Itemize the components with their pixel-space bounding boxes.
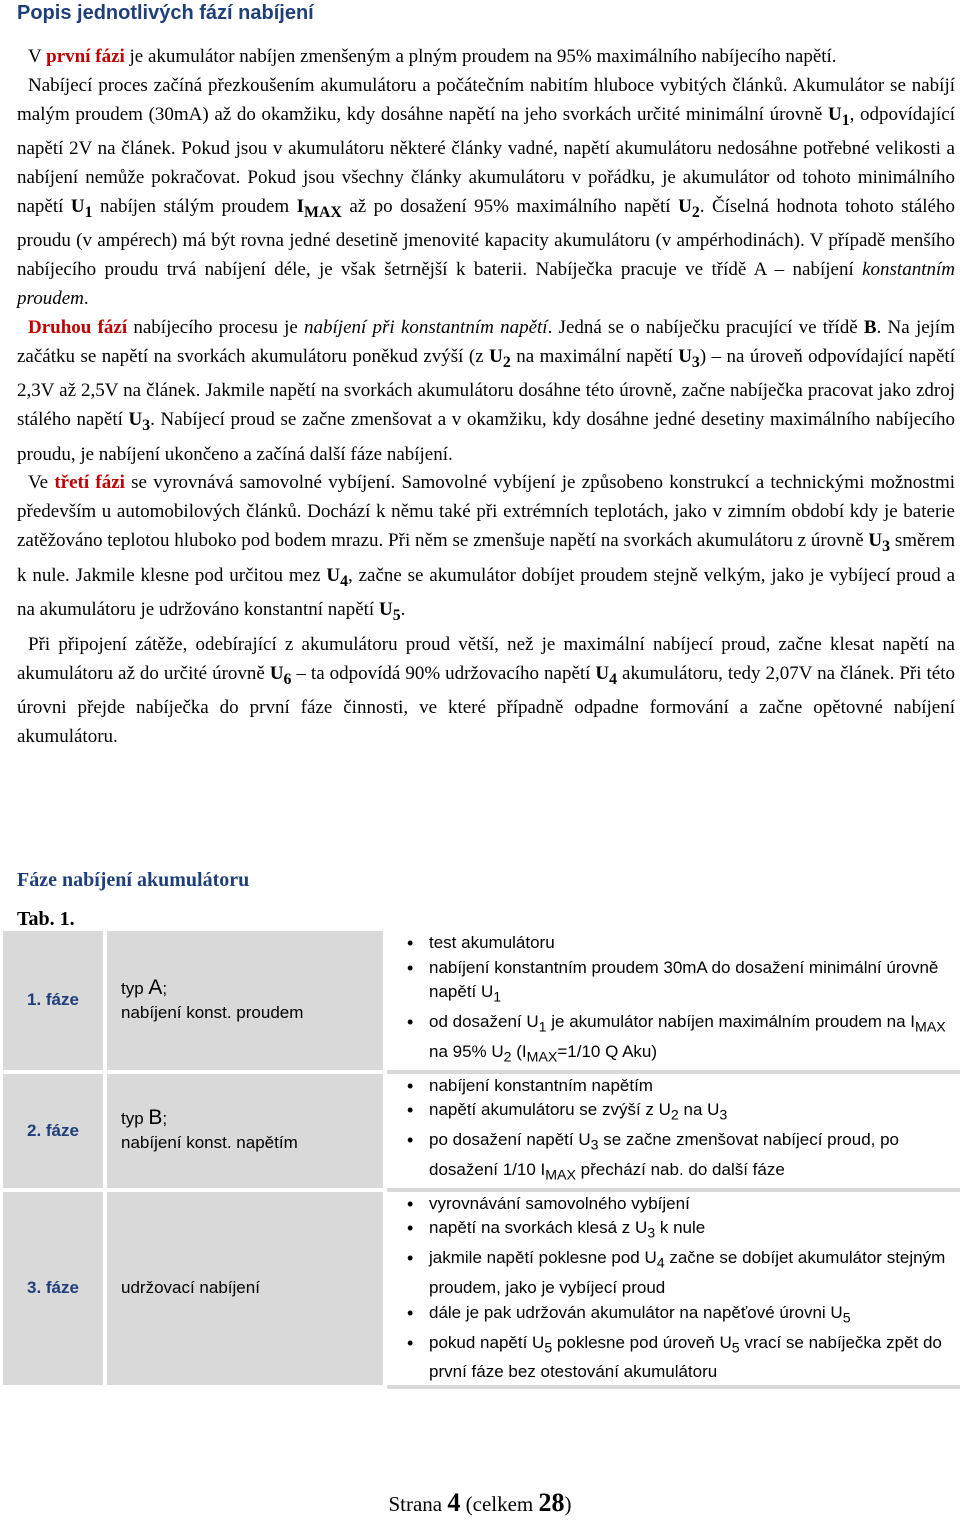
text: na 95% U bbox=[429, 1041, 504, 1061]
type-cell bbox=[107, 1074, 387, 1192]
symbol bbox=[378, 599, 401, 624]
text: . Číselná hodnota tohoto stálého proudu (v ampérech) má být rovna jedné desetině jmenovité kapacity akumulátoru (v ampérhodinách). V případě menšího nabíjecího proudu trvá nabíjení déle, je však šetrnější k baterii. Nabíječka pracuje ve třídě A – nabíjení bbox=[17, 195, 955, 281]
symbol bbox=[868, 529, 891, 555]
text: vrací se nabíječka zpět do první fáze bez otestování akumulátoru bbox=[429, 1332, 942, 1382]
text: od dosažení U bbox=[429, 1011, 539, 1031]
text: až po dosažení 95% maximálního napětí bbox=[341, 195, 679, 217]
text: poklesne pod úroveň U bbox=[552, 1332, 732, 1352]
type-class: A bbox=[148, 975, 163, 999]
subscript: 5 bbox=[544, 1339, 553, 1356]
subscript: 5 bbox=[392, 606, 401, 624]
symbol bbox=[128, 408, 151, 434]
symbol-letter: U bbox=[70, 195, 85, 217]
italic-text: nabíjení při konstantním napětí bbox=[304, 316, 548, 338]
subscript: 4 bbox=[656, 1255, 665, 1272]
text: k nule bbox=[655, 1218, 706, 1238]
highlight-first-phase: první fázi bbox=[46, 46, 125, 67]
list-item: • nabíjení konstantním napětím bbox=[409, 1074, 960, 1099]
paragraph-3 bbox=[17, 314, 955, 470]
list-item: • vyrovnávání samovolného vybíjení bbox=[409, 1192, 960, 1217]
subscript: 3 bbox=[647, 1225, 656, 1242]
symbol bbox=[489, 345, 511, 371]
subscript: 5 bbox=[842, 1310, 851, 1327]
paragraph-2 bbox=[17, 72, 955, 314]
highlight-third-phase: třetí fázi bbox=[54, 472, 125, 494]
text: jakmile napětí poklesne pod U bbox=[429, 1248, 657, 1268]
subscript: 2 bbox=[502, 353, 511, 371]
text: po dosažení napětí U bbox=[429, 1130, 591, 1150]
type-text: nabíjení konst. napětím bbox=[121, 1133, 298, 1153]
text: je akumulátor nabíjen maximálním proudem na I bbox=[546, 1011, 916, 1031]
type-cell: udržovací nabíjení bbox=[107, 1192, 387, 1389]
type-class: B bbox=[148, 1106, 163, 1130]
text: , začne se akumulátor dobíjet proudem stejně velkým, jako je vybíjecí proud a na akumulátoru je udržováno konstantní napětí bbox=[17, 564, 956, 621]
symbol-letter: U bbox=[378, 599, 393, 621]
list-item bbox=[409, 1331, 960, 1385]
symbol bbox=[269, 662, 292, 688]
type-cell bbox=[107, 931, 387, 1074]
italic-text: konstantním proudem bbox=[17, 259, 955, 309]
description-cell bbox=[387, 1192, 960, 1389]
type-text: ; bbox=[162, 1109, 168, 1129]
footer-text: Strana bbox=[388, 1492, 448, 1516]
symbol-letter: I bbox=[296, 195, 305, 217]
table-row bbox=[3, 1074, 960, 1192]
symbol-letter: U bbox=[326, 564, 341, 586]
symbol-letter: U bbox=[489, 345, 503, 367]
symbol-letter: U bbox=[868, 529, 883, 551]
subscript: 5 bbox=[731, 1339, 740, 1356]
subscript: 2 bbox=[503, 1049, 512, 1066]
text: směrem k nule. Jakmile klesne pod určitou mez bbox=[17, 529, 955, 586]
subscript: 2 bbox=[691, 203, 700, 221]
symbol bbox=[827, 103, 850, 129]
symbol bbox=[595, 662, 618, 688]
list-item bbox=[409, 1246, 960, 1300]
text: akumulátoru, tedy 2,07V na článek. Při této úrovni přejde nabíječka do první fáze činnosti, ve které případně odpadne formování a začne opětovné nabíjení akumulátoru. bbox=[17, 662, 955, 747]
paragraph-5 bbox=[17, 631, 955, 752]
section-heading: Popis jednotlivých fází nabíjení bbox=[17, 2, 314, 24]
text: dále je pak udržován akumulátor na napěťové úrovni U bbox=[429, 1302, 843, 1322]
table-row bbox=[3, 931, 960, 1074]
symbol bbox=[678, 195, 700, 221]
page-number: 4 bbox=[447, 1488, 461, 1517]
list-item bbox=[409, 1301, 960, 1331]
text: se vyrovnává samovolné vybíjení. Samovolné vybíjení je způsobeno konstrukcí a technickými možnostmi především u automobilových článků. Dochází k němu také při extrémních teplotách, jako v zimním období kdy je baterie zatěžováno teplotou hluboko pod bodem mrazu. Při něm se zmenšuje napětí na svorkách akumulátoru z úrovně bbox=[17, 472, 955, 551]
text: (I bbox=[511, 1041, 527, 1061]
subscript: 3 bbox=[719, 1107, 728, 1124]
text: ) – na úroveň odpovídající napětí 2,3V až 2,5V na článek. Jakmile napětí na svorkách akumulátoru dosáhne této úrovně, začne nabíječka pracovat jako zdroj stálého napětí bbox=[17, 345, 955, 430]
text: pokud napětí U bbox=[429, 1332, 545, 1352]
text: =1/10 Q Aku) bbox=[557, 1041, 658, 1061]
list-item bbox=[409, 956, 960, 1010]
subscript: MAX bbox=[545, 1167, 576, 1184]
paragraph-4 bbox=[17, 469, 955, 630]
phase-cell: 2. fáze bbox=[3, 1074, 107, 1192]
symbol-letter: U bbox=[678, 195, 692, 217]
type-text: typ bbox=[121, 978, 149, 998]
text: . Nabíjecí proud se začne zmenšovat a v okamžiku, kdy dosáhne jedné desetiny maximálního nabíjecího proudu, je nabíjení ukončeno a začíná další fáze nabíjení. bbox=[17, 408, 955, 465]
text: . Jedná se o nabíječku pracující ve třídě bbox=[547, 316, 864, 338]
subscript: MAX bbox=[304, 203, 342, 221]
symbol bbox=[326, 564, 348, 590]
list-item: • test akumulátoru bbox=[409, 931, 960, 956]
page-footer bbox=[0, 1489, 960, 1518]
text: Nabíjecí proces začíná přezkoušením akumulátoru a počátečním nabitím hluboce vybitých článků. Akumulátor se nabíjí malým proudem (30mA) až do okamžiku, kdy dosáhne napětí na jeho svorkách určité minimální úrovně bbox=[17, 74, 955, 125]
text: Při připojení zátěže, odebírající z akumulátoru proud větší, než je maximální nabíjecí proud, začne klesat napětí na akumulátoru až do určité úrovně bbox=[17, 633, 955, 684]
subscript: 3 bbox=[691, 353, 700, 371]
text: napětí akumulátoru se zvýší z U bbox=[429, 1100, 671, 1120]
type-text: typ bbox=[121, 1109, 149, 1129]
description-list bbox=[409, 931, 960, 1070]
phases-table bbox=[3, 931, 960, 1389]
subscript: 6 bbox=[283, 670, 292, 688]
subscript: 2 bbox=[670, 1107, 679, 1124]
text: na U bbox=[678, 1100, 720, 1120]
subscript: 3 bbox=[590, 1137, 599, 1154]
subscript: 3 bbox=[882, 537, 891, 555]
phase-cell: 3. fáze bbox=[3, 1192, 107, 1389]
list-item bbox=[409, 1128, 960, 1188]
text: , odpovídající napětí 2V na článek. Pokud jsou v akumulátoru některé články vadné, napětí akumulátoru nedosáhne potřebné velikosti a nabíjení nemůže pokračovat. Pokud jsou všechny články akumulátoru v pořádku, je akumulátor od tohoto minimálního napětí bbox=[17, 103, 956, 217]
list-item bbox=[409, 1098, 960, 1128]
description-list bbox=[409, 1192, 960, 1385]
text: na maximální napětí bbox=[510, 345, 679, 367]
phase-cell: 1. fáze bbox=[3, 931, 107, 1074]
text: nabíjen stálým proudem bbox=[92, 195, 297, 217]
symbol-letter: U bbox=[827, 103, 842, 125]
table-row bbox=[3, 1192, 960, 1389]
type-text: nabíjení konst. proudem bbox=[121, 1002, 304, 1022]
text: se začne zmenšovat nabíjecí proud, po dosažení 1/10 I bbox=[429, 1130, 900, 1179]
symbol-letter: U bbox=[678, 345, 692, 367]
text: přechází nab. do další fáze bbox=[575, 1159, 785, 1179]
symbol-letter: U bbox=[128, 408, 143, 430]
description-list bbox=[409, 1074, 960, 1188]
text: Ve bbox=[28, 472, 55, 494]
class-b: B bbox=[863, 316, 877, 338]
footer-text: ) bbox=[564, 1492, 572, 1516]
text: je akumulátor nabíjen zmenšeným a plným proudem na 95% maximálního nabíjecího napětí. bbox=[124, 46, 837, 67]
text: . bbox=[400, 599, 406, 621]
description-cell bbox=[387, 1074, 960, 1192]
subscript: MAX bbox=[526, 1049, 558, 1066]
text: – ta odpovídá 90% udržovacího napětí bbox=[291, 662, 596, 684]
symbol-letter: U bbox=[269, 662, 284, 684]
body-text bbox=[17, 43, 955, 752]
subscript: 4 bbox=[609, 670, 618, 688]
paragraph-1 bbox=[17, 43, 955, 72]
list-item bbox=[409, 1010, 960, 1070]
symbol bbox=[70, 195, 93, 221]
symbol-letter: U bbox=[595, 662, 610, 684]
text: V bbox=[28, 46, 47, 67]
subscript: 4 bbox=[340, 572, 348, 590]
subscript: 1 bbox=[538, 1019, 547, 1036]
description-cell bbox=[387, 931, 960, 1074]
table-label: Tab. 1. bbox=[17, 908, 75, 930]
list-item bbox=[409, 1216, 960, 1246]
text: . bbox=[83, 287, 89, 309]
subscript: 1 bbox=[841, 111, 850, 129]
text: . Na jejím začátku se napětí na svorkách akumulátoru poněkud zvýší (z bbox=[17, 316, 955, 367]
text: napětí na svorkách klesá z U bbox=[429, 1218, 648, 1238]
text: nabíjecího procesu je bbox=[127, 316, 305, 338]
highlight-second-phase: Druhou fází bbox=[28, 316, 128, 338]
text: nabíjení konstantním proudem 30mA do dosažení minimální úrovně napětí U bbox=[429, 957, 939, 1001]
footer-text: (celkem bbox=[460, 1492, 539, 1516]
symbol bbox=[678, 345, 700, 371]
table-heading: Fáze nabíjení akumulátoru bbox=[17, 869, 250, 891]
subscript: 1 bbox=[493, 989, 502, 1006]
page-total: 28 bbox=[538, 1488, 565, 1517]
subscript: MAX bbox=[915, 1019, 946, 1036]
subscript: 3 bbox=[142, 416, 151, 434]
text: začne se dobíjet akumulátor stejným proudem, jako je vybíjecí proud bbox=[429, 1248, 946, 1298]
type-text: ; bbox=[162, 978, 168, 998]
subscript: 1 bbox=[84, 203, 93, 221]
symbol bbox=[296, 195, 342, 221]
